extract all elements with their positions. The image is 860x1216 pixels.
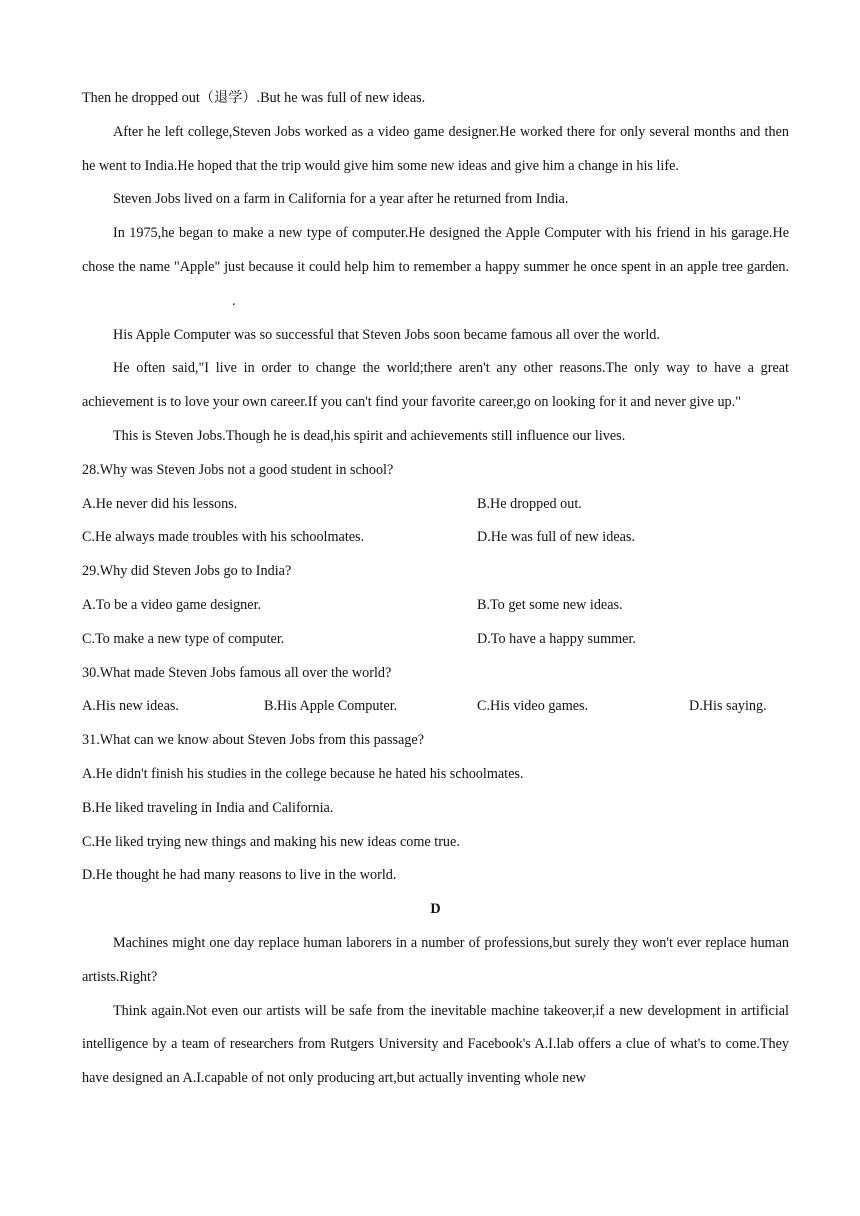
option-c: C.To make a new type of computer. bbox=[82, 630, 285, 647]
paragraph: After he left college,Steven Jobs worked as a video game designer.He worked there for only several months and then he went to India.He hoped that the trip would give him some new ideas and give him a change in his life. bbox=[82, 123, 789, 174]
option-row bbox=[82, 623, 789, 657]
question-stem: 31.What can we know about Steven Jobs from this passage? bbox=[82, 732, 424, 749]
question-stem: 28.Why was Steven Jobs not a good student in school? bbox=[82, 461, 394, 478]
paragraph-text: In 1975,he began to make a new type of computer.He designed the Apple Computer with his friend in his garage.He chose the name "Apple" just because it could help him to remember a happy summer he once spent in an apple tree garden. bbox=[82, 225, 789, 275]
option-d: D.His saying. bbox=[689, 698, 767, 715]
option-a: A.His new ideas. bbox=[82, 698, 179, 715]
question-stem: 29.Why did Steven Jobs go to India? bbox=[82, 563, 292, 580]
document-page bbox=[82, 82, 789, 1096]
paragraph-end: . bbox=[232, 292, 236, 309]
option-d: D.He thought he had many reasons to live in the world. bbox=[82, 867, 397, 884]
question-stem: 30.What made Steven Jobs famous all over the world? bbox=[82, 664, 392, 681]
paragraph: Machines might one day replace human laborers in a number of professions,but surely they won't ever replace human artists.Right? bbox=[82, 934, 789, 985]
section-heading: D bbox=[430, 901, 441, 918]
option-d: D.He was full of new ideas. bbox=[477, 529, 635, 546]
paragraph: This is Steven Jobs.Though he is dead,his spirit and achievements still influence our lives. bbox=[113, 427, 626, 444]
option-c: C.He always made troubles with his schoolmates. bbox=[82, 529, 365, 546]
option-row bbox=[82, 589, 789, 623]
option-row bbox=[82, 521, 789, 555]
option-b: B.To get some new ideas. bbox=[477, 596, 623, 613]
option-a: A.He never did his lessons. bbox=[82, 495, 238, 512]
option-b: B.He liked traveling in India and California. bbox=[82, 799, 334, 816]
option-c: C.He liked trying new things and making his new ideas come true. bbox=[82, 833, 460, 850]
option-a: A.He didn't finish his studies in the college because he hated his schoolmates. bbox=[82, 765, 524, 782]
paragraph: Then he dropped out（退学）.But he was full of new ideas. bbox=[82, 90, 426, 106]
option-a: A.To be a video game designer. bbox=[82, 596, 262, 613]
option-b: B.His Apple Computer. bbox=[264, 698, 398, 715]
option-row bbox=[82, 488, 789, 522]
option-row bbox=[82, 690, 789, 724]
paragraph: Steven Jobs lived on a farm in California for a year after he returned from India. bbox=[113, 191, 569, 208]
paragraph: Think again.Not even our artists will be safe from the inevitable machine takeover,if a new development in artificial intelligence by a team of researchers from Rutgers University and Facebook's A.I.lab offers a clue of what's to come.They have designed an A.I.capable of not only producing art,but actually inventing whole new bbox=[82, 1002, 789, 1087]
paragraph: He often said,"I live in order to change the world;there aren't any other reasons.The only way to have a great achievement is to love your own career.If you can't find your favorite career,go on looking for it and never give up." bbox=[82, 360, 789, 411]
option-c: C.His video games. bbox=[477, 698, 589, 715]
paragraph bbox=[82, 217, 789, 318]
paragraph: His Apple Computer was so successful that Steven Jobs soon became famous all over the world. bbox=[113, 326, 660, 343]
option-d: D.To have a happy summer. bbox=[477, 630, 636, 647]
option-b: B.He dropped out. bbox=[477, 495, 582, 512]
